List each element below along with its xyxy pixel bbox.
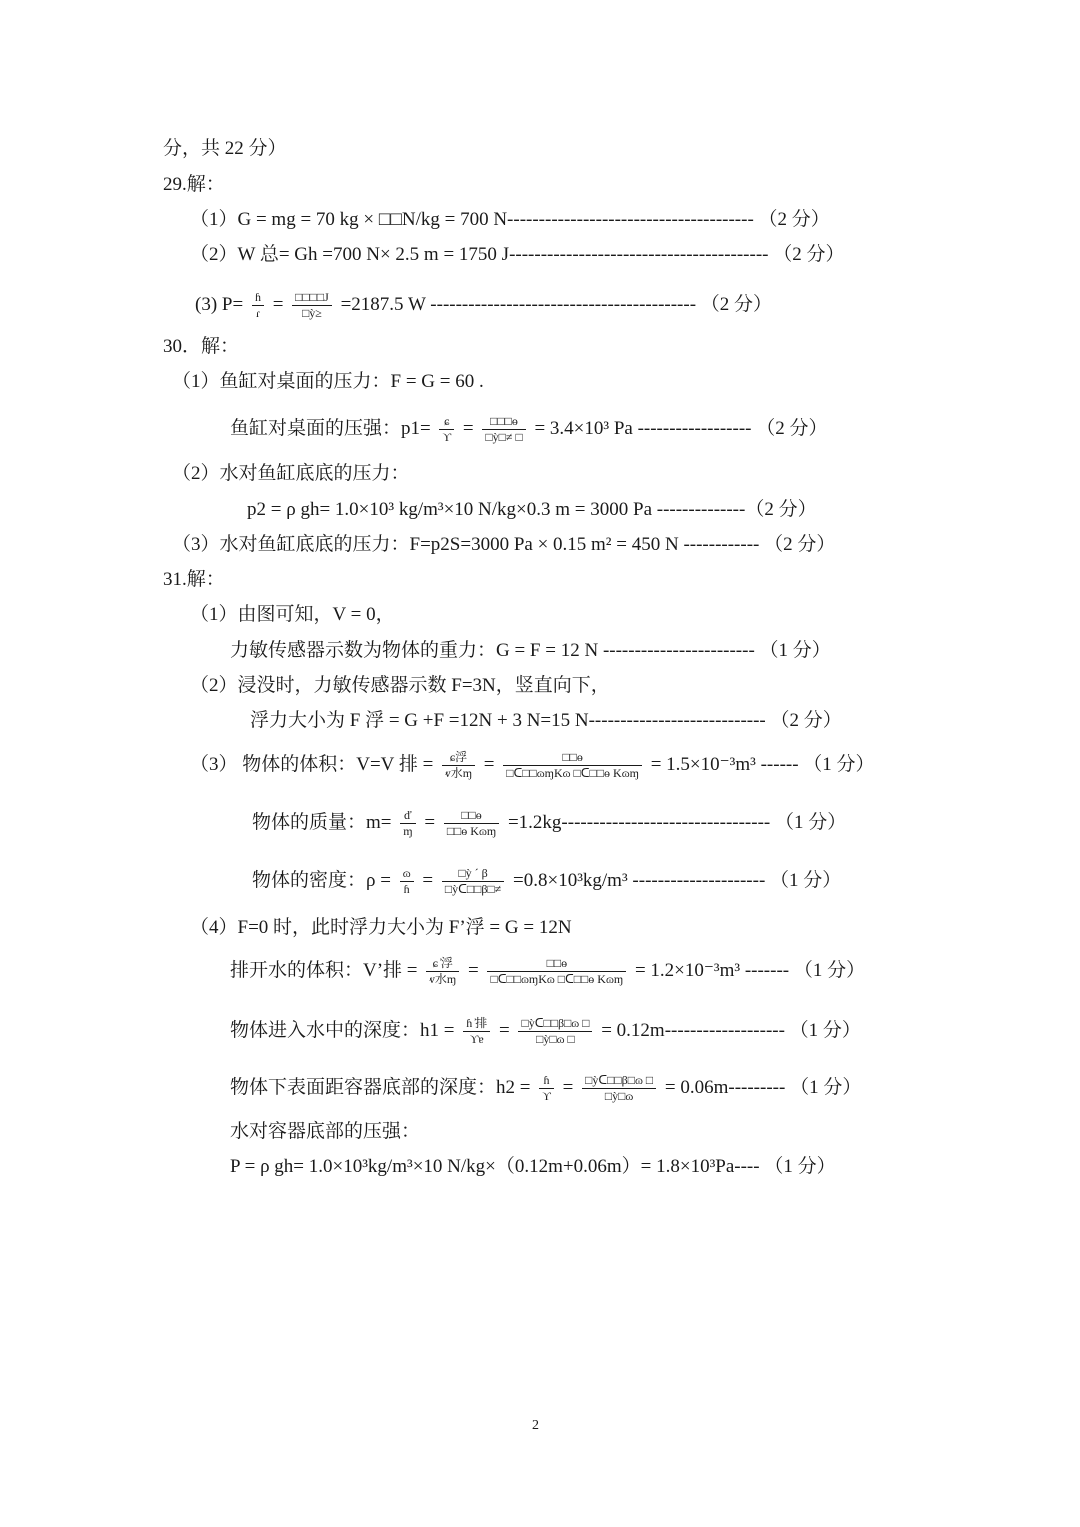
q31-depth-h1-result: = 0.12m------------------- （1 分） [601, 1020, 861, 1041]
q31-line-4: 浮力大小为 F 浮 = G +F =12N + 3 N=15 N---------------------------- （2 分） [250, 710, 842, 731]
q31-volume-result: = 1.5×10⁻³m³ ------ （1 分） [650, 754, 875, 775]
q31-volume-label: （3） 物体的体积：V=V 排 = [190, 754, 434, 775]
q31-line-6 [252, 808, 846, 839]
q31-depth-h2-label: 物体下表面距容器底部的深度：h2 = [230, 1077, 531, 1098]
q31-title: 31.解： [163, 569, 225, 590]
q31-line-12: 水对容器底部的压强： [230, 1121, 421, 1142]
q29-line-1: （1）G = mg = 70 kg × □□N/kg = 700 N--------------------------------------- （2 分） [190, 209, 830, 230]
q31-line-13: P = ρ gh= 1.0×10³kg/m³×10 N/kg×（0.12m+0.06m）= 1.8×10³Pa---- （1 分） [230, 1156, 836, 1177]
q30-line-1: （1）鱼缸对桌面的压力：F = G = 60 . [172, 371, 484, 392]
q31-line-8: （4）F=0 时，此时浮力大小为 F’浮 = G = 12N [190, 917, 572, 938]
q31-fraction-h1-2: $\frac{\text{□ỳᑕ□□β□ɷ □}}{\text{□ỳ□ɷ □}}$ [518, 1016, 592, 1047]
equals-sign: = [468, 960, 479, 981]
q29-power-label: (3) P= [195, 294, 244, 315]
q31-line-9 [230, 956, 865, 987]
q31-fraction-mass-1: $\frac{ď}{\text{ɱ}}$ [400, 808, 415, 839]
page-number: 2 [532, 1418, 539, 1433]
equals-sign: = [272, 294, 284, 315]
q31-fraction-mass-2: $\frac{\text{□□ɵ}}{\text{□□ɵ Kɷɱ}}$ [444, 808, 499, 839]
q31-fraction-displaced-2: $\frac{\text{□□ɵ}}{\text{□ᑕ□□ɷɱKɷ □ᑕ□□ɵ Kɷɱ}}$ [487, 956, 626, 987]
equals-sign: = [462, 418, 474, 439]
q31-mass-result: =1.2kg--------------------------------- （1 分） [507, 812, 847, 833]
q31-line-10 [230, 1016, 861, 1047]
q31-fraction-volume-1: $\frac{\text{ɕ浮}}{\text{ⱴ水ɱ}}$ [442, 750, 475, 781]
q30-title: 30．解： [163, 336, 240, 357]
q31-fraction-displaced-1: $\frac{\text{ɕ ̓浮}}{\text{ⱴ水ɱ}}$ [426, 956, 459, 987]
equals-sign: = [562, 1077, 574, 1098]
q31-depth-h2-result: = 0.06m--------- （1 分） [664, 1077, 862, 1098]
q30-line-5: （3）水对鱼缸底底的压力：F=p2S=3000 Pa × 0.15 m² = 450 N ------------ （2 分） [172, 534, 836, 555]
q31-density-result: =0.8×10³kg/m³ --------------------- （1 分） [513, 870, 842, 891]
q31-line-2: 力敏传感器示数为物体的重力：G = F = 12 N ------------------------ （1 分） [230, 640, 831, 661]
q29-title: 29.解： [163, 174, 225, 195]
q31-fraction-density-1: $\frac{\text{ɷ}}{\text{ɦ}}$ [400, 866, 414, 897]
equals-sign: = [424, 812, 436, 833]
q31-fraction-density-2: $\frac{\text{□ỳ ˊ β}}{\text{□ỳᑕ□□β□≠}}$ [442, 866, 504, 897]
q29-fraction-1: $\frac{\text{ɦ}}{\text{ɾ}}$ [252, 290, 264, 321]
q31-line-11 [230, 1073, 861, 1104]
q31-fraction-h1-1: $\frac{\text{ɦ ̓排}}{\text{ϒɐ}}$ [463, 1016, 490, 1047]
q29-fraction-2: $\frac{□□□□J}{\text{□ỳ≥}}$ [292, 290, 332, 321]
q31-line-5 [190, 750, 875, 781]
q30-line-3: （2）水对鱼缸底底的压力： [172, 463, 410, 484]
q31-mass-label: 物体的质量：m= [252, 812, 392, 833]
q30-pressure-label: 鱼缸对桌面的压强：p1= [230, 418, 431, 439]
header-continuation: 分，共 22 分） [163, 138, 287, 159]
q31-displaced-volume-result: = 1.2×10⁻³m³ ------- （1 分） [634, 960, 866, 981]
equals-sign: = [498, 1020, 510, 1041]
q30-pressure-result: = 3.4×10³ Pa ------------------ （2 分） [534, 418, 828, 439]
q30-line-4: p2 = ρ gh= 1.0×10³ kg/m³×10 N/kg×0.3 m = 3000 Pa --------------（2 分） [247, 499, 817, 520]
equals-sign: = [422, 870, 434, 891]
q31-displaced-volume-label: 排开水的体积：V’排 = [230, 960, 418, 981]
q31-fraction-h2-1: $\frac{\text{ɦ}}{ϒ}$ [539, 1073, 554, 1104]
q29-line-2: （2）W 总= Gh =700 N× 2.5 m = 1750 J----------------------------------------- （2 分） [190, 244, 845, 265]
q31-fraction-h2-2: $\frac{\text{□ỳᑕ□□β□ɷ □}}{\text{□ỳ□ɷ}}$ [582, 1073, 656, 1104]
equals-sign: = [483, 754, 495, 775]
q29-power-result: =2187.5 W ------------------------------------------ （2 分） [340, 294, 773, 315]
q31-depth-h1-label: 物体进入水中的深度：h1 = [230, 1020, 455, 1041]
q31-density-label: 物体的密度：ρ = [252, 870, 391, 891]
q31-line-3: （2）浸没时，力敏传感器示数 F=3N，竖直向下， [190, 675, 610, 696]
q30-fraction-2: $\frac{\text{□□□ɵ}}{\text{□ỳ□≠ □}}$ [482, 414, 525, 445]
q30-line-2 [230, 414, 827, 445]
q31-line-1: （1）由图可知，V = 0， [190, 604, 395, 625]
q29-line-3 [195, 290, 772, 321]
q31-fraction-volume-2: $\frac{\text{□□ɵ}}{\text{□ᑕ□□ɷɱKɷ □ᑕ□□ɵ Kɷɱ}}$ [503, 750, 642, 781]
q31-line-7 [252, 866, 841, 897]
q30-fraction-1: $\frac{\text{ɕ}}{ϒ}$ [439, 414, 454, 445]
